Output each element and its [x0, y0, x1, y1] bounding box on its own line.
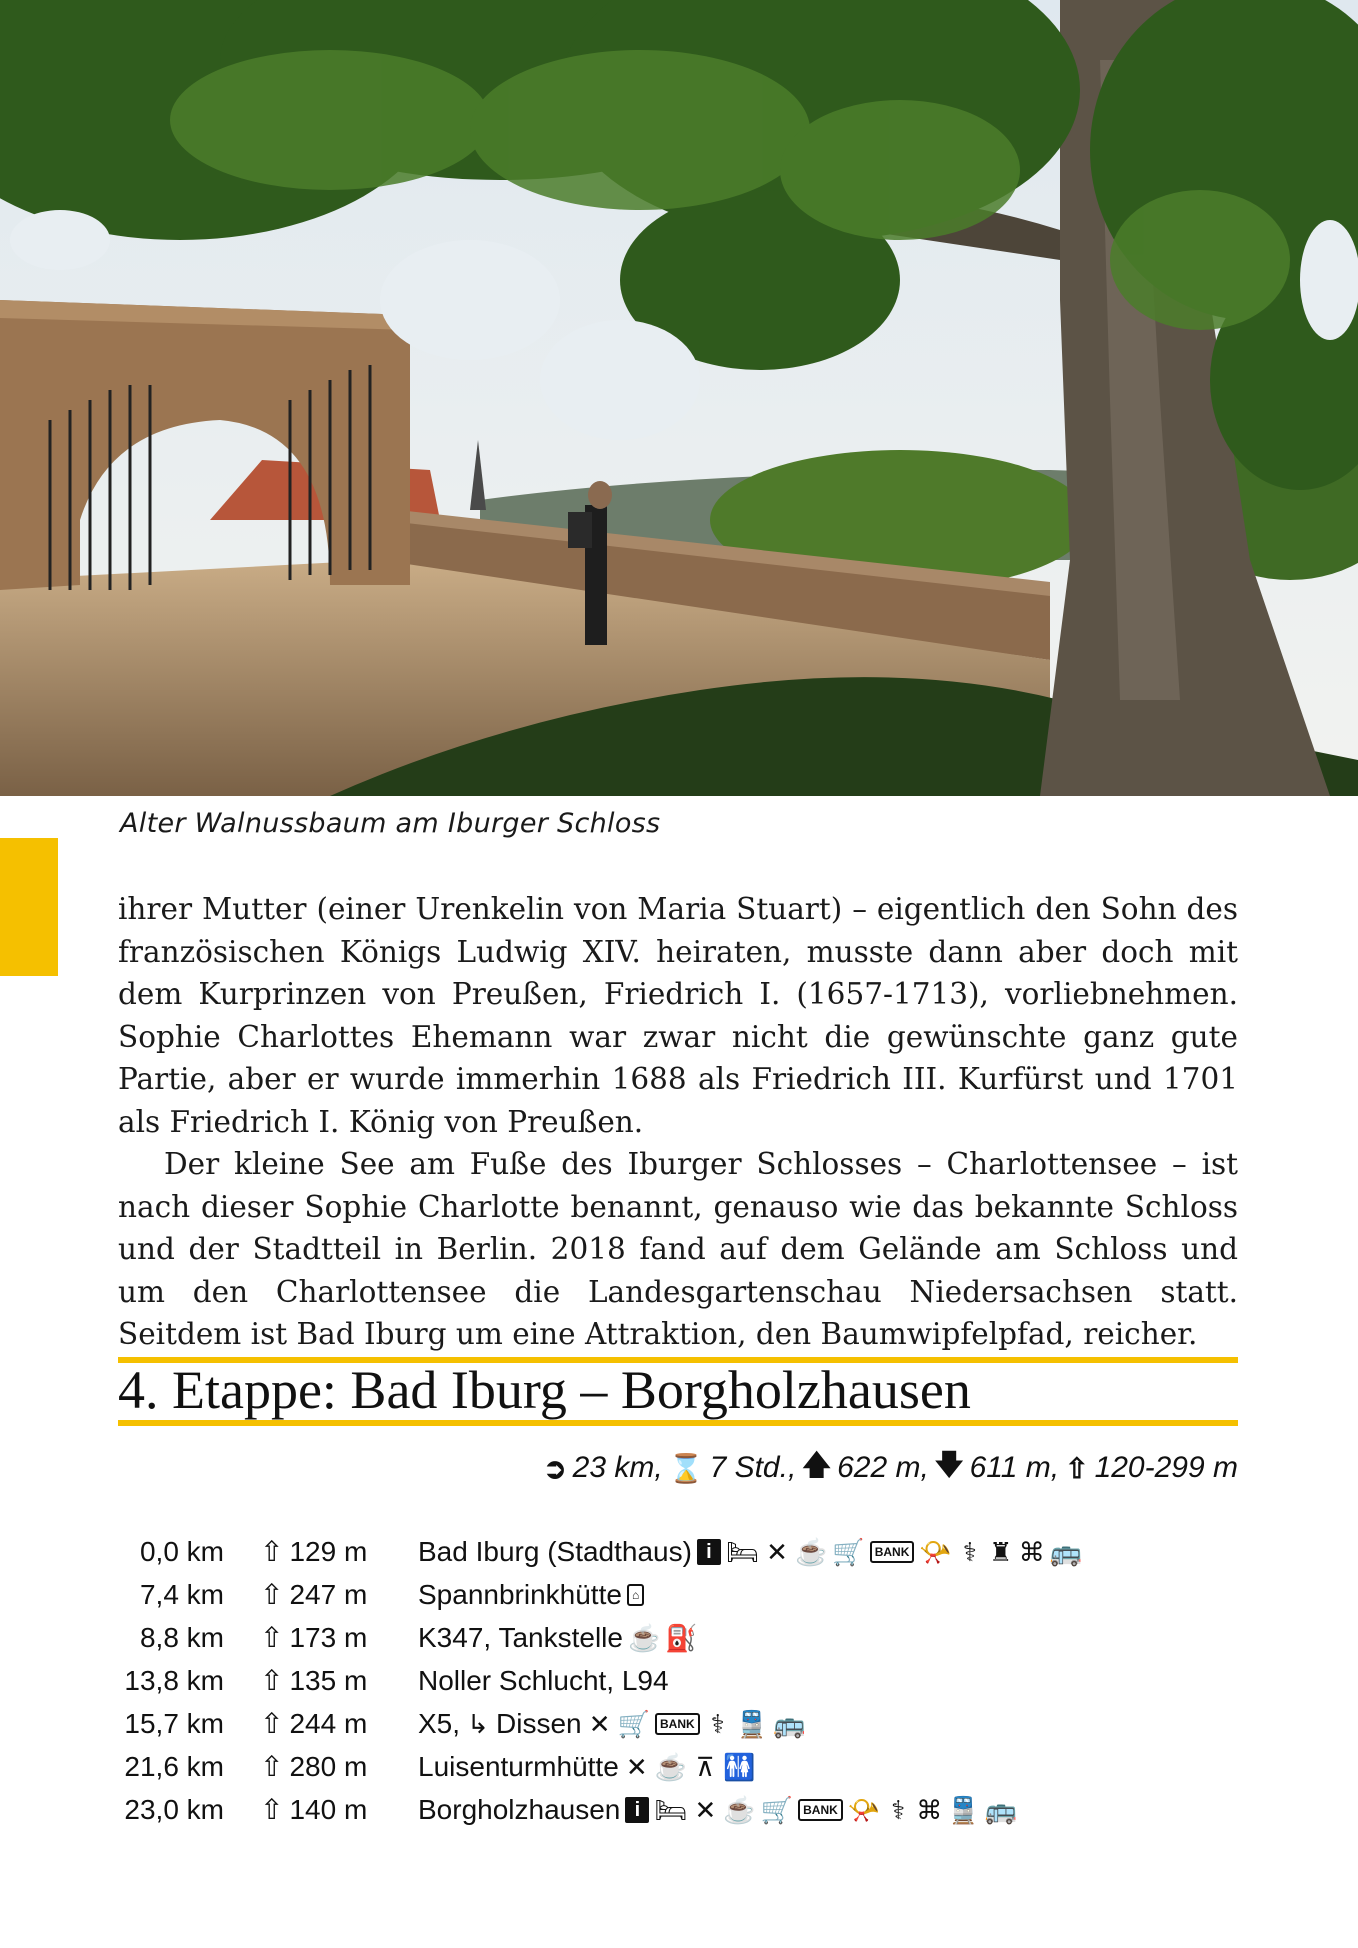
train-icon: 🚆 [947, 1794, 980, 1825]
photo-caption: Alter Walnussbaum am Iburger Schloss [120, 808, 661, 839]
arrow-down-icon: 🡇 [934, 1449, 964, 1480]
pharmacy-icon: ⚕ [710, 1708, 725, 1739]
info-icon: i [625, 1797, 649, 1823]
arrow-up-icon: 🡅 [802, 1449, 832, 1480]
waypoint-name: Borgholzhausen [418, 1793, 621, 1825]
waypoint-altitude-value: 247 m [289, 1579, 368, 1610]
waypoint-altitude-value: 244 m [289, 1708, 368, 1739]
waypoint-altitude-value: 140 m [289, 1794, 368, 1825]
waypoint-km: 8,8 km [139, 1621, 224, 1653]
waypoint-row [118, 1616, 1238, 1659]
elevation-icon: ⇧ [260, 1794, 284, 1825]
toilet-icon: 🚻 [723, 1751, 756, 1782]
restaurant-icon: ✕ [766, 1536, 788, 1567]
waypoint-row [118, 1788, 1238, 1831]
stage-stats [543, 1444, 1238, 1492]
waypoint-row [118, 1745, 1238, 1788]
waypoint-name: Bad Iburg (Stadthaus) [418, 1535, 692, 1567]
elevation-icon: ⇧ [260, 1751, 284, 1782]
cafe-icon: ☕ [723, 1794, 756, 1825]
waypoint-row [118, 1573, 1238, 1616]
post-icon: 📯 [847, 1794, 881, 1825]
waypoint-km: 0,0 km [139, 1535, 224, 1567]
waypoint-place [376, 1708, 805, 1740]
waypoint-altitude [224, 1750, 376, 1783]
photo-illustration [0, 0, 1358, 796]
stage-title: 4. Etappe: Bad Iburg – Borgholzhausen [118, 1360, 971, 1420]
elevation-icon: ⇧ [260, 1665, 284, 1696]
sight-icon: ⌘ [916, 1794, 943, 1825]
waypoint-place [376, 1794, 1017, 1826]
waypoint-altitude-value: 280 m [289, 1751, 368, 1782]
photo-walnut-tree [0, 0, 1358, 796]
waypoint-altitude-value: 129 m [289, 1536, 368, 1567]
bank-icon: BANK [870, 1541, 915, 1563]
waypoint-altitude [224, 1793, 376, 1826]
elevation-icon: ⇧ [260, 1579, 284, 1610]
stat-distance: 23 km, [572, 1451, 663, 1484]
pharmacy-icon: ⚕ [962, 1536, 977, 1567]
waypoint-km: 15,7 km [124, 1707, 224, 1739]
paragraph: ihrer Mutter (einer Urenkelin von Maria Stuart) – eigentlich den Sohn des französischen Königs Ludwig XIV. heiraten, musste dann aber doch mit dem Kurprinzen von Preußen, Friedrich I. (1657-1713), vorliebnehmen. Sophie Charlottes Ehemann war zwar nicht die gewünschte ganz gute Partie, aber er wurde immerhin 1688 als Friedrich III. Kurfürst und 1701 als Friedrich I. König von Preußen. [118, 892, 1238, 1139]
waypoint-altitude [224, 1664, 376, 1697]
stat-elevation-range: 120-299 m [1094, 1451, 1238, 1484]
bus-icon: 🚌 [984, 1794, 1017, 1825]
waypoint-altitude [224, 1578, 376, 1611]
stat-duration: 7 Std., [709, 1451, 797, 1484]
waypoint-km: 7,4 km [139, 1578, 224, 1610]
pharmacy-icon: ⚕ [891, 1794, 906, 1825]
waypoint-place [376, 1622, 698, 1654]
cafe-icon: ☕ [794, 1536, 828, 1567]
elevation-icon: ⇧ [260, 1536, 284, 1567]
waypoint-name: Luisenturmhütte [418, 1750, 619, 1782]
restaurant-icon: ✕ [694, 1794, 717, 1825]
bus-icon: 🚌 [773, 1708, 806, 1739]
bank-icon: BANK [655, 1713, 700, 1735]
waypoint-row [118, 1702, 1238, 1745]
sight-icon: ⌘ [1018, 1536, 1045, 1567]
waypoint-km: 21,6 km [124, 1750, 224, 1782]
info-icon: i [697, 1539, 721, 1565]
chapter-tab-marker [0, 838, 58, 976]
waypoint-place [376, 1536, 1082, 1568]
waypoint-km: 23,0 km [124, 1793, 224, 1825]
shopping-cart-icon: 🛒 [760, 1794, 794, 1825]
stat-ascent: 622 m, [837, 1451, 929, 1484]
stat-descent: 611 m, [969, 1451, 1060, 1484]
waypoint-place [376, 1665, 669, 1697]
turn-icon: ↳ [467, 1708, 489, 1739]
waypoint-name: X5, [418, 1707, 461, 1739]
restaurant-icon: ✕ [588, 1708, 611, 1739]
heading-rule-bottom [118, 1420, 1238, 1426]
waypoint-name: Spannbrinkhütte [418, 1578, 622, 1610]
bus-icon: 🚌 [1049, 1536, 1083, 1567]
elevation-icon: ⇧ [260, 1622, 284, 1653]
cafe-icon: ☕ [627, 1622, 661, 1653]
waypoint-name: K347, Tankstelle [418, 1621, 623, 1653]
waypoint-altitude [224, 1535, 376, 1568]
waypoint-table [118, 1530, 1238, 1831]
waypoint-km: 13,8 km [124, 1664, 224, 1696]
train-icon: 🚆 [735, 1708, 769, 1739]
waypoint-place [376, 1751, 756, 1783]
bed-icon: 🛏 [654, 1794, 688, 1825]
waypoint-row [118, 1530, 1238, 1573]
restaurant-icon: ✕ [625, 1751, 648, 1782]
waypoint-name: Noller Schlucht, L94 [418, 1664, 669, 1696]
post-icon: 📯 [919, 1536, 952, 1567]
castle-icon: ♜ [989, 1536, 1013, 1567]
waypoint-row [118, 1659, 1238, 1702]
body-text [118, 888, 1238, 1356]
waypoint-altitude-value: 135 m [289, 1665, 368, 1696]
paragraph: Der kleine See am Fuße des Iburger Schlosses – Charlottensee – ist nach dieser Sophie Charlotte benannt, genauso wie das bekannte Schloss und der Stadtteil in Berlin. 2018 fand auf dem Gelände am Schloss und um den Charlottensee die Landesgartenschau Niedersachsen statt. Seitdem ist Bad Iburg um eine Attraktion, den Baumwipfelpfad, reicher. [118, 1147, 1238, 1351]
hourglass-icon: ⌛ [668, 1452, 704, 1484]
waypoint-name: Dissen [496, 1707, 582, 1739]
elevation-icon: ⇧ [260, 1708, 284, 1739]
bed-icon: 🛏 [725, 1536, 759, 1567]
shelter-icon: ⌂ [627, 1584, 644, 1606]
waypoint-altitude-value: 173 m [289, 1622, 368, 1653]
route-arrow-icon: ➲ [543, 1452, 567, 1484]
picnic-icon: ⊼ [695, 1751, 715, 1782]
elevation-icon: ⇧ [1065, 1452, 1089, 1484]
fuel-station-icon: ⛽ [665, 1622, 698, 1653]
bank-icon: BANK [798, 1799, 843, 1821]
shopping-cart-icon: 🛒 [832, 1536, 865, 1567]
waypoint-place [376, 1579, 644, 1611]
cafe-icon: ☕ [654, 1751, 688, 1782]
shopping-cart-icon: 🛒 [617, 1708, 650, 1739]
waypoint-altitude [224, 1707, 376, 1740]
waypoint-altitude [224, 1621, 376, 1654]
